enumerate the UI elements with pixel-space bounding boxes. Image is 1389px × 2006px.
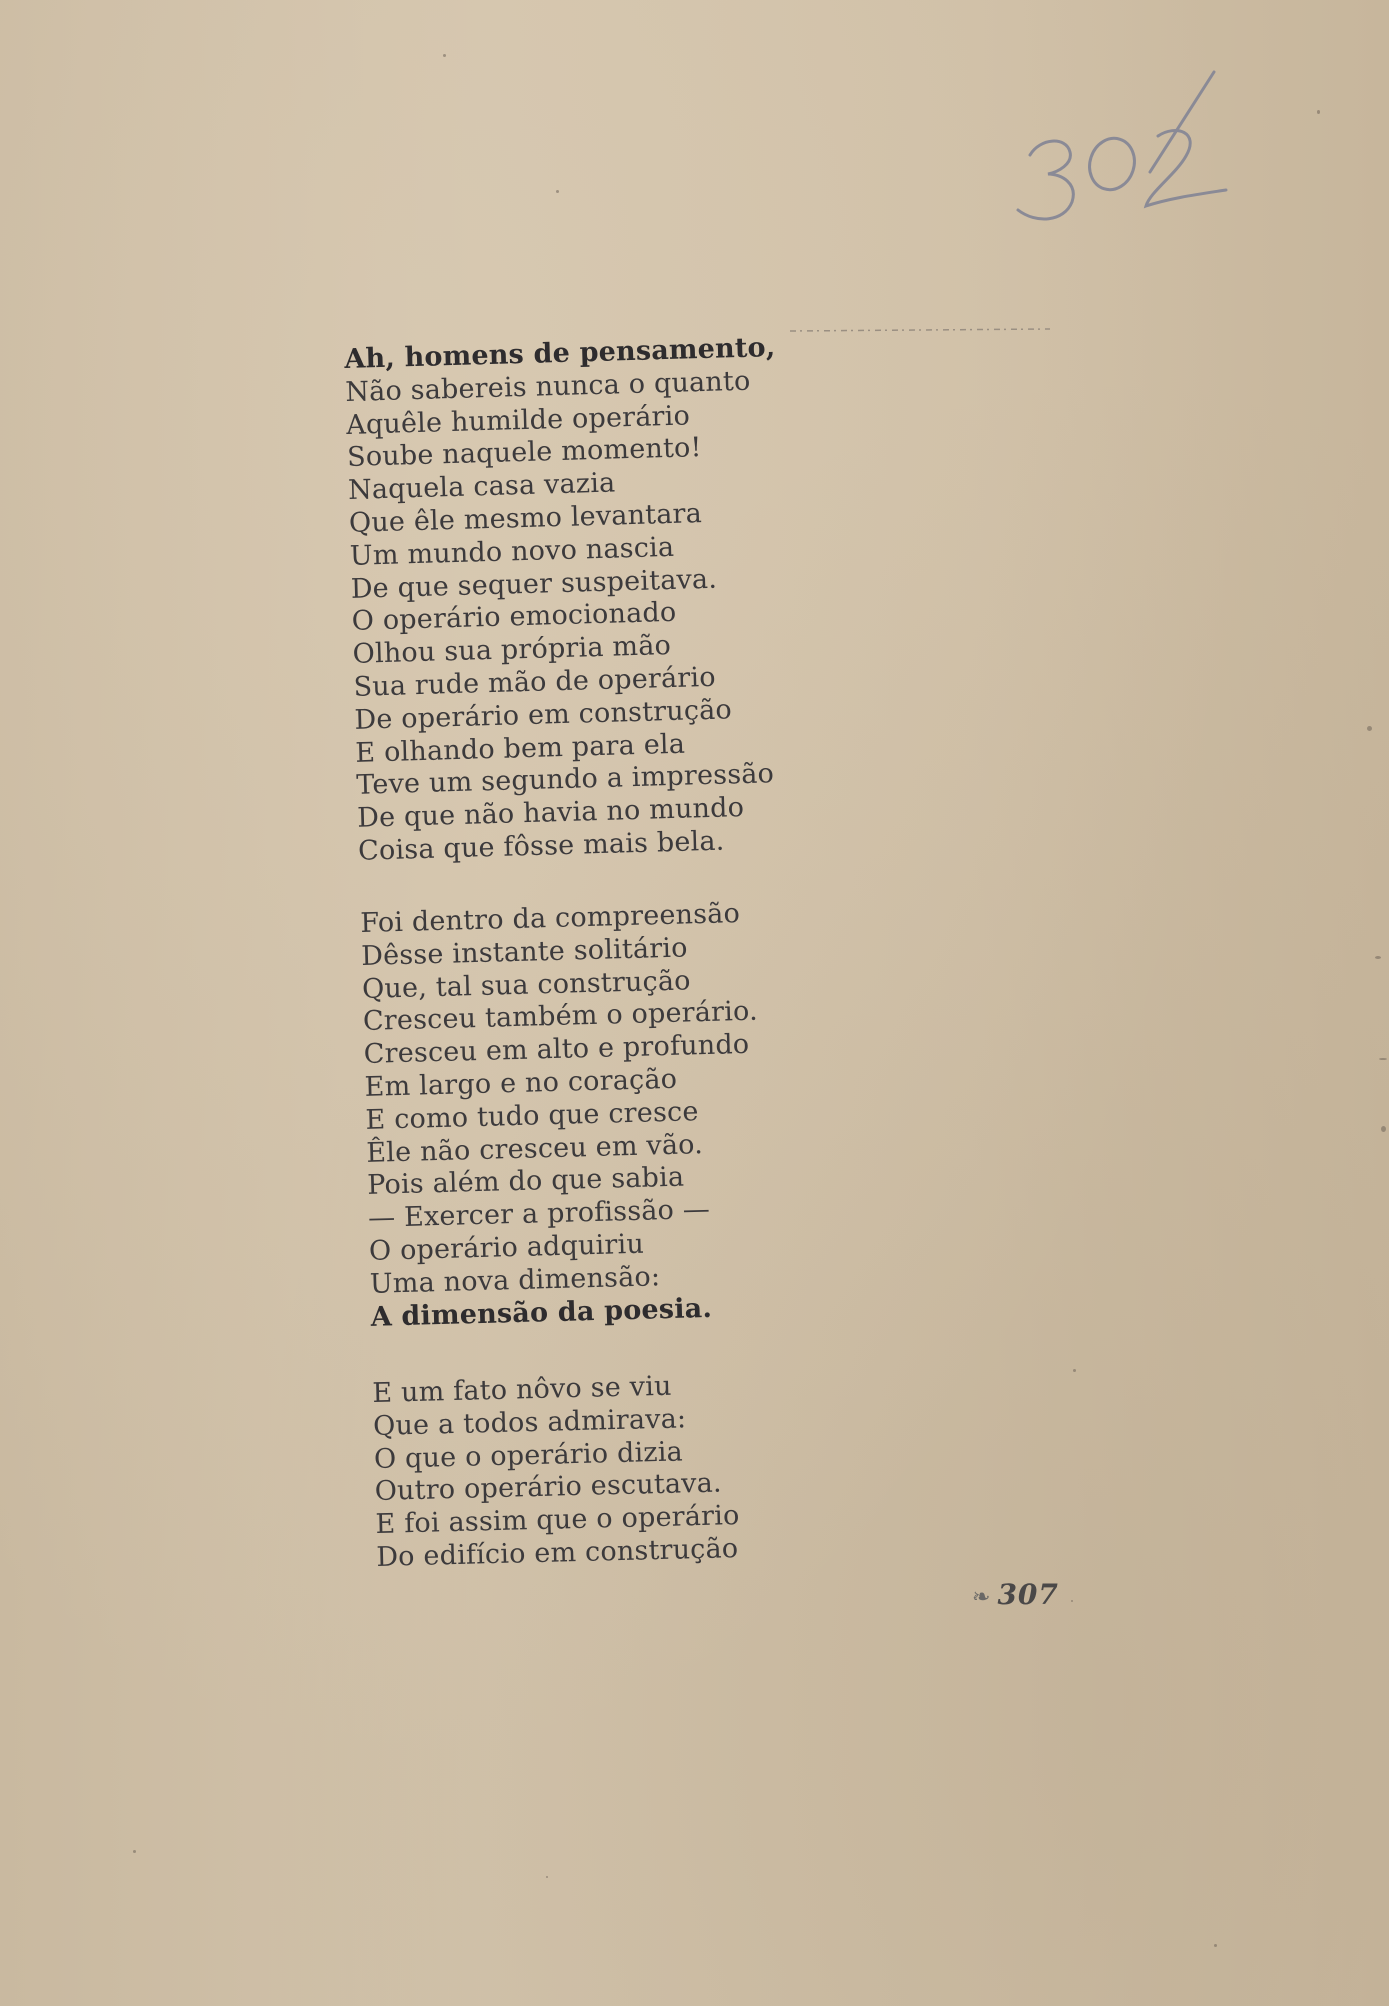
page-number-text: 307 [997,1578,1059,1611]
poem-line: Ah, homens de pensamento, [344,331,776,375]
poem-line: E foi assim que o operário [375,1500,740,1541]
poem-line: Olhou sua própria mão [352,630,672,671]
poem-line: Outro operário escutava. [374,1467,723,1508]
poem-line: O operário emocionado [351,597,677,638]
poem-line: Êle não cresceu em vão. [366,1128,704,1169]
poem-line: Pois além do que sabia [366,1161,685,1202]
poem-line: Sua rude mão de operário [353,661,717,703]
poem-line: De que não havia no mundo [356,792,745,834]
handwritten-folio-number [1000,60,1260,230]
poem-line: Naquela casa vazia [347,467,616,507]
poem-line: Não sabereis nunca o quanto [344,365,751,408]
poem-line: — Exercer a profissão — [367,1194,711,1235]
poem-line: Soube naquele momento! [346,432,702,474]
printed-page-number [972,1578,1059,1611]
poem-line: Foi dentro da compreensão [360,898,741,939]
poem-line: Um mundo novo nascia [349,531,675,572]
faint-dashed-rule [790,326,1050,336]
poem-line: Que a todos admirava: [372,1403,687,1442]
poem-line: Aquêle humilde operário [345,399,691,441]
poem-line: O que o operário dizia [373,1436,684,1475]
poem-line: Dêsse instante solitário [360,932,689,972]
poem-line: Que, tal sua construção [361,964,692,1005]
poem-stanza-1 [344,332,790,869]
poem-line: A dimensão da poesia. [370,1292,713,1333]
poem-line: E olhando bem para ela [354,728,686,769]
poem-line: Cresceu em alto e profundo [363,1029,750,1071]
poem-line: De operário em construção [354,694,733,736]
poem-line: E como tudo que cresce [365,1095,699,1136]
poem-stanza-3 [372,1369,741,1575]
poem-line: O operário adquiriu [368,1228,645,1267]
poem-line: Uma nova dimensão: [369,1261,661,1300]
poem-line: Coisa que fôsse mais bela. [357,825,725,867]
fleuron-icon: ❧ [972,1585,992,1610]
poem-line: Cresceu também o operário. [362,996,759,1038]
poem-stanza-2 [360,898,766,1335]
poem-line: Que êle mesmo levantara [348,498,703,539]
poem-line: E um fato nôvo se viu [372,1370,672,1409]
poem-line: Teve um segundo a impressão [355,758,775,802]
poem-line: Em largo e no coração [364,1063,678,1103]
poem-line: Do edifício em construção [376,1533,739,1573]
poem-line: De que sequer suspeitava. [350,563,718,605]
